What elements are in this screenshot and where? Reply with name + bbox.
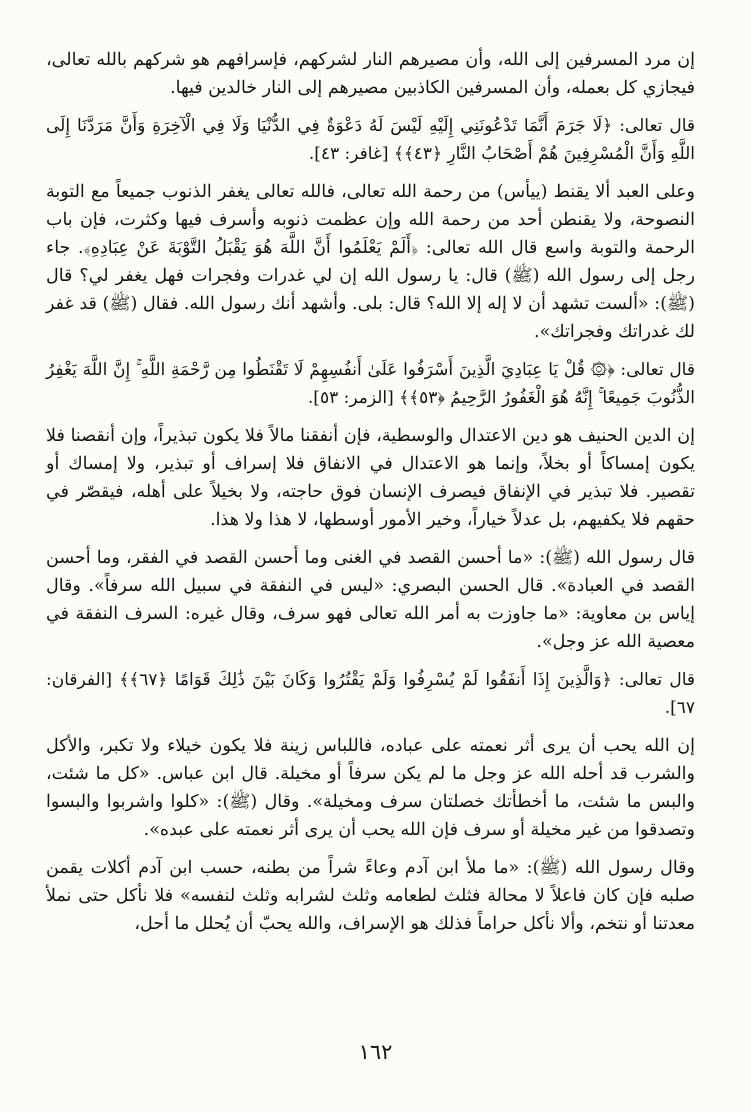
paragraph-1: إن مرد المسرفين إلى الله، وأن مصيرهم النار لشركهم، فإسرافهم هو شركهم بالله تعالى، فيجازي كل بعمله، وأن المسرفين الكاذبين مصيرهم إلى النار خالدين فيها.: [46, 50, 695, 98]
quran-verse-zumar: قال تعالى: ﴿۞ قُلْ يَا عِبَادِيَ الَّذِينَ أَسْرَفُوا عَلَىٰ أَنفُسِهِمْ لَا تَقْنَطُوا مِن رَّحْمَةِ اللَّهِ ۚ إِنَّ اللَّهَ يَغْفِرُ الذُّنُوبَ جَمِيعًا ۚ إِنَّهُ هُوَ الْغَفُورُ الرَّحِيمُ ﴿٥٣﴾﴾ [الزمر: ٥٣].: [46, 360, 695, 408]
paragraph-moderation: إن الدين الحنيف هو دين الاعتدال والوسطية، فإن أنفقنا مالاً فلا يكون تبذيراً، وإن أنقصنا فلا يكون إمساكاً أو بخلاً، وإنما هو الاعتدال في الانفاق فلا إسراف أو تبذير، ولا إمساك أو تقصير. فلا تبذير في الإنفاق فيصرف الإنسان فوق حاجته، ولا بخيلاً على أهله، فيقصّر في حقهم فلا يكفيهم، بل عدلاً خياراً، وخير الأمور أوسطها، لا هذا ولا هذا.: [46, 426, 695, 530]
paragraph-hadith-stomach: وقال رسول الله (ﷺ): «ما ملأ ابن آدم وعاءً شراً من بطنه، حسب ابن آدم أكلات يقمن صلبه فإن كان فاعلاً لا محالة فثلث لطعامه وثلث لشرابه وثلث لنفسه» فلا نأكل حتى نملأ معدتنا أو نتخم، وألا نأكل حراماً فذلك هو الإسراف، والله يحبّ أن يُحلل ما أحل،: [46, 858, 695, 934]
paragraph-blessing: إن الله يحب أن يرى أثر نعمته على عباده، فاللباس زينة فلا يكون خيلاء ولا تكبر، والأكل والشرب قد أحله الله عز وجل ما لم يكن سرفاً أو مخيلة. قال ابن عباس. «كل ما شئت، والبس ما شئت، ما أخطأتك خصلتان سرف ومخيلة». وقال (ﷺ): «كلوا واشربوا والبسوا وتصدقوا من غير مخيلة أو سرف فإن الله يحب أن يرى أثر نعمته على عبده».: [46, 736, 695, 840]
paragraph-hadith-qasd: قال رسول الله (ﷺ): «ما أحسن القصد في الغنى وما أحسن القصد في الفقر، وما أحسن القصد في العبادة». قال الحسن البصري: «ليس في النفقة في سبيل الله سرفاً». وقال إياس بن معاوية: «ما جاوزت به أمر الله تعالى فهو سرف، وقال غيره: السرف النفقة في معصية الله عز وجل».: [46, 548, 695, 652]
paragraph-repentance: وعلى العبد ألا يقنط (ييأس) من رحمة الله تعالى، فالله تعالى يغفر الذنوب جميعاً مع التوبة النصوحة، ولا يقنطن أحد من رحمة الله وإن عظمت ذنوبه وأسرف فيها وكثرت، فإن باب الرحمة والتوبة واسع قال الله تعالى: ﴿أَلَمْ يَعْلَمُوا أَنَّ اللَّهَ هُوَ يَقْبَلُ التَّوْبَةَ عَنْ عِبَادِهِ﴾. جاء رجل إلى رسول الله (ﷺ) قال: يا رسول الله إن لي غدرات وفجرات فهل يغفر لي؟ قال (ﷺ): «ألست تشهد أن لا إله إلا الله؟ قال: بلى. وأشهد أنك رسول الله. فقال (ﷺ) قد غفر لك غدراتك وفجراتك».: [46, 182, 695, 342]
quran-verse-ghafir: قال تعالى: ﴿لَا جَرَمَ أَنَّمَا تَدْعُونَنِي إِلَيْهِ لَيْسَ لَهُ دَعْوَةٌ فِي الدُّنْيَا وَلَا فِي الْآخِرَةِ وَأَنَّ مَرَدَّنَا إِلَى اللَّهِ وَأَنَّ الْمُسْرِفِينَ هُمْ أَصْحَابُ النَّارِ ﴿٤٣﴾﴾ [غافر: ٤٣].: [46, 116, 695, 164]
quran-verse-furqan: قال تعالى: ﴿وَالَّذِينَ إِذَا أَنفَقُوا لَمْ يُسْرِفُوا وَلَمْ يَقْتُرُوا وَكَانَ بَيْنَ ذَٰلِكَ قَوَامًا ﴿٦٧﴾﴾ [الفرقان: ٦٧].: [46, 670, 696, 718]
page-number: ١٦٢: [358, 1040, 393, 1064]
